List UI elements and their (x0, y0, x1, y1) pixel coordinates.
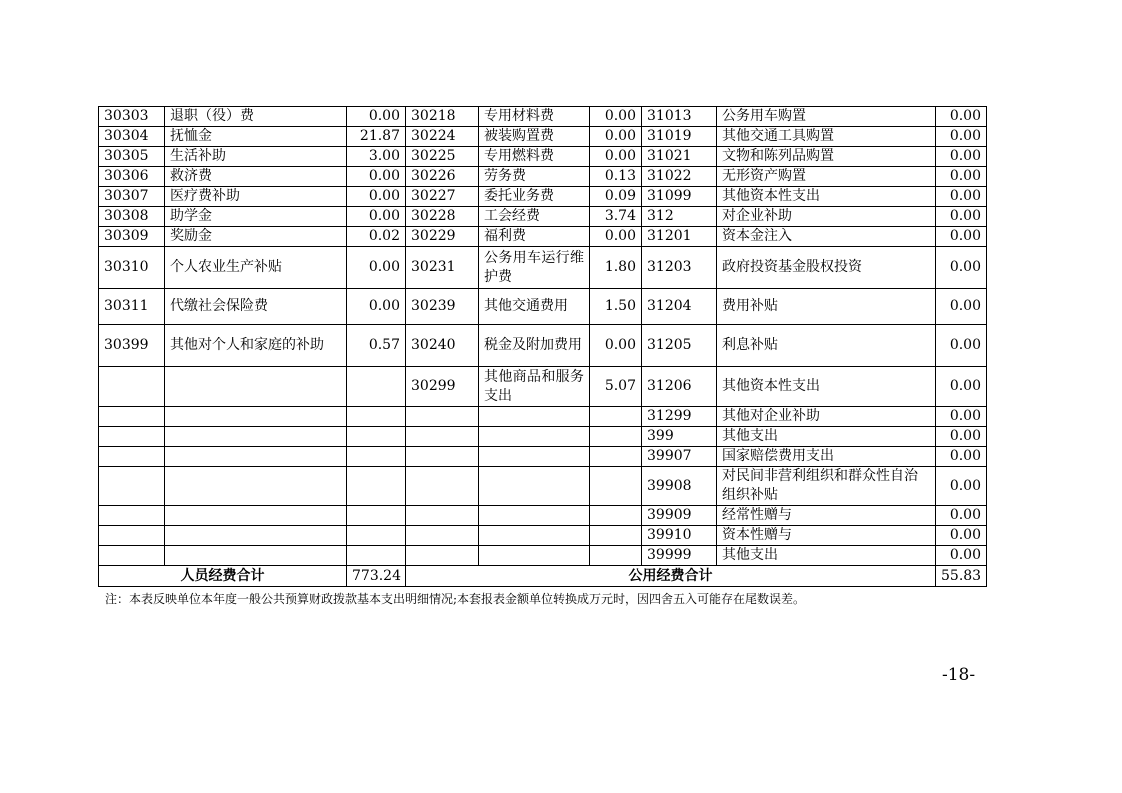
amount-capital: 0.00 (936, 325, 987, 367)
code-capital: 31205 (642, 325, 717, 367)
item-capital: 费用补贴 (717, 289, 936, 325)
code-public: 30299 (406, 367, 479, 407)
amount-capital: 0.00 (936, 207, 987, 227)
code-personnel (99, 407, 165, 427)
amount-capital: 0.00 (936, 107, 987, 127)
amount-capital: 0.00 (936, 247, 987, 289)
amount-public (590, 526, 642, 546)
amount-personnel (347, 407, 406, 427)
amount-capital: 0.00 (936, 187, 987, 207)
item-public: 劳务费 (479, 167, 590, 187)
table-row (99, 289, 987, 325)
amount-public: 3.74 (590, 207, 642, 227)
code-personnel: 30309 (99, 227, 165, 247)
item-capital: 对民间非营利组织和群众性自治组织补贴 (717, 467, 936, 506)
public-total-label: 公用经费合计 (406, 566, 936, 587)
table-row (99, 367, 987, 407)
amount-public: 0.13 (590, 167, 642, 187)
item-personnel: 个人农业生产补贴 (165, 247, 347, 289)
table-row (99, 506, 987, 526)
amount-public (590, 447, 642, 467)
item-public: 福利费 (479, 227, 590, 247)
code-public: 30218 (406, 107, 479, 127)
amount-public: 1.80 (590, 247, 642, 289)
code-public: 30228 (406, 207, 479, 227)
amount-capital: 0.00 (936, 526, 987, 546)
amount-personnel: 0.00 (347, 167, 406, 187)
code-public (406, 407, 479, 427)
amount-capital: 0.00 (936, 427, 987, 447)
amount-public: 1.50 (590, 289, 642, 325)
amount-personnel: 3.00 (347, 147, 406, 167)
code-capital: 31204 (642, 289, 717, 325)
code-personnel: 30399 (99, 325, 165, 367)
item-personnel: 退职（役）费 (165, 107, 347, 127)
item-personnel: 奖励金 (165, 227, 347, 247)
item-public: 其他商品和服务支出 (479, 367, 590, 407)
code-capital: 31022 (642, 167, 717, 187)
table-row (99, 325, 987, 367)
item-personnel: 医疗费补助 (165, 187, 347, 207)
page-number: -18- (942, 665, 976, 685)
item-capital: 国家赔偿费用支出 (717, 447, 936, 467)
item-public (479, 526, 590, 546)
item-capital: 资本性赠与 (717, 526, 936, 546)
item-capital: 文物和陈列品购置 (717, 147, 936, 167)
item-public: 专用材料费 (479, 107, 590, 127)
item-capital: 其他支出 (717, 546, 936, 566)
code-personnel: 30310 (99, 247, 165, 289)
table-row (99, 546, 987, 566)
item-personnel: 助学金 (165, 207, 347, 227)
amount-public (590, 546, 642, 566)
totals-row (99, 566, 987, 587)
code-capital: 399 (642, 427, 717, 447)
code-capital: 39907 (642, 447, 717, 467)
code-public: 30224 (406, 127, 479, 147)
amount-personnel (347, 506, 406, 526)
code-personnel (99, 367, 165, 407)
table-row (99, 107, 987, 127)
code-personnel: 30307 (99, 187, 165, 207)
amount-capital: 0.00 (936, 546, 987, 566)
item-personnel: 抚恤金 (165, 127, 347, 147)
table-footnote: 注：本表反映单位本年度一般公共预算财政拨款基本支出明细情况;本套报表金额单位转换成万元时，因四舍五入可能存在尾数误差。 (105, 592, 806, 606)
code-personnel (99, 506, 165, 526)
amount-personnel: 0.00 (347, 107, 406, 127)
amount-capital: 0.00 (936, 447, 987, 467)
item-capital: 其他支出 (717, 427, 936, 447)
amount-capital: 0.00 (936, 147, 987, 167)
item-capital: 其他资本性支出 (717, 187, 936, 207)
code-capital: 31299 (642, 407, 717, 427)
code-capital: 312 (642, 207, 717, 227)
code-public (406, 427, 479, 447)
item-personnel (165, 526, 347, 546)
code-public (406, 526, 479, 546)
amount-public: 0.00 (590, 127, 642, 147)
amount-personnel: 0.00 (347, 207, 406, 227)
item-capital: 利息补贴 (717, 325, 936, 367)
code-personnel (99, 467, 165, 506)
code-public (406, 546, 479, 566)
code-personnel: 30306 (99, 167, 165, 187)
item-capital: 公务用车购置 (717, 107, 936, 127)
item-personnel (165, 506, 347, 526)
item-public (479, 447, 590, 467)
amount-public (590, 427, 642, 447)
item-capital: 对企业补助 (717, 207, 936, 227)
code-personnel (99, 427, 165, 447)
code-capital: 31013 (642, 107, 717, 127)
code-personnel (99, 447, 165, 467)
personnel-total-label: 人员经费合计 (99, 566, 347, 587)
code-personnel: 30308 (99, 207, 165, 227)
amount-capital: 0.00 (936, 227, 987, 247)
table-row (99, 467, 987, 506)
code-personnel: 30303 (99, 107, 165, 127)
item-personnel (165, 447, 347, 467)
amount-personnel: 0.00 (347, 289, 406, 325)
amount-capital: 0.00 (936, 127, 987, 147)
item-public: 工会经费 (479, 207, 590, 227)
item-personnel: 其他对个人和家庭的补助 (165, 325, 347, 367)
amount-public (590, 407, 642, 427)
code-public: 30240 (406, 325, 479, 367)
amount-capital: 0.00 (936, 167, 987, 187)
table-row (99, 147, 987, 167)
amount-personnel (347, 526, 406, 546)
amount-capital: 0.00 (936, 367, 987, 407)
code-public: 30226 (406, 167, 479, 187)
code-personnel (99, 526, 165, 546)
item-capital: 其他对企业补助 (717, 407, 936, 427)
item-public (479, 427, 590, 447)
item-capital: 政府投资基金股权投资 (717, 247, 936, 289)
table-row (99, 407, 987, 427)
item-public: 税金及附加费用 (479, 325, 590, 367)
table-row (99, 227, 987, 247)
amount-personnel: 0.02 (347, 227, 406, 247)
item-public (479, 467, 590, 506)
item-personnel: 代缴社会保险费 (165, 289, 347, 325)
table-row (99, 127, 987, 147)
amount-personnel (347, 467, 406, 506)
amount-public: 0.00 (590, 325, 642, 367)
item-personnel (165, 367, 347, 407)
amount-personnel (347, 447, 406, 467)
amount-personnel: 21.87 (347, 127, 406, 147)
item-capital: 无形资产购置 (717, 167, 936, 187)
item-personnel (165, 427, 347, 447)
table-row (99, 247, 987, 289)
item-personnel (165, 546, 347, 566)
amount-personnel (347, 367, 406, 407)
item-personnel: 生活补助 (165, 147, 347, 167)
code-capital: 31019 (642, 127, 717, 147)
item-personnel (165, 407, 347, 427)
code-capital: 31021 (642, 147, 717, 167)
item-public: 公务用车运行维护费 (479, 247, 590, 289)
code-capital: 31206 (642, 367, 717, 407)
amount-public: 0.00 (590, 147, 642, 167)
item-personnel: 救济费 (165, 167, 347, 187)
code-capital: 39999 (642, 546, 717, 566)
amount-personnel: 0.57 (347, 325, 406, 367)
amount-personnel: 0.00 (347, 187, 406, 207)
code-public (406, 467, 479, 506)
item-public: 专用燃料费 (479, 147, 590, 167)
code-public: 30225 (406, 147, 479, 167)
code-public: 30239 (406, 289, 479, 325)
code-public (406, 447, 479, 467)
code-capital: 39909 (642, 506, 717, 526)
amount-capital: 0.00 (936, 467, 987, 506)
item-public: 其他交通费用 (479, 289, 590, 325)
code-public: 30229 (406, 227, 479, 247)
table-row (99, 526, 987, 546)
amount-capital: 0.00 (936, 506, 987, 526)
code-capital: 31201 (642, 227, 717, 247)
item-public (479, 546, 590, 566)
item-public (479, 407, 590, 427)
table-row (99, 187, 987, 207)
code-capital: 31099 (642, 187, 717, 207)
item-public: 委托业务费 (479, 187, 590, 207)
item-capital: 其他资本性支出 (717, 367, 936, 407)
item-personnel (165, 467, 347, 506)
table-row (99, 427, 987, 447)
code-personnel: 30305 (99, 147, 165, 167)
amount-public: 0.09 (590, 187, 642, 207)
table-body (99, 107, 987, 566)
item-public: 被装购置费 (479, 127, 590, 147)
item-capital: 经常性赠与 (717, 506, 936, 526)
amount-capital: 0.00 (936, 289, 987, 325)
table-row (99, 447, 987, 467)
amount-personnel (347, 427, 406, 447)
code-public: 30227 (406, 187, 479, 207)
code-public (406, 506, 479, 526)
code-capital: 31203 (642, 247, 717, 289)
amount-public: 0.00 (590, 227, 642, 247)
public-total-value: 55.83 (936, 566, 987, 587)
amount-public (590, 506, 642, 526)
code-personnel: 30304 (99, 127, 165, 147)
code-personnel: 30311 (99, 289, 165, 325)
amount-capital: 0.00 (936, 407, 987, 427)
item-capital: 资本金注入 (717, 227, 936, 247)
item-public (479, 506, 590, 526)
code-personnel (99, 546, 165, 566)
code-capital: 39908 (642, 467, 717, 506)
table-row (99, 207, 987, 227)
personnel-total-value: 773.24 (347, 566, 406, 587)
amount-public (590, 467, 642, 506)
amount-public: 5.07 (590, 367, 642, 407)
table-row (99, 167, 987, 187)
code-public: 30231 (406, 247, 479, 289)
expenditure-detail-table (98, 106, 987, 587)
amount-public: 0.00 (590, 107, 642, 127)
code-capital: 39910 (642, 526, 717, 546)
amount-personnel: 0.00 (347, 247, 406, 289)
item-capital: 其他交通工具购置 (717, 127, 936, 147)
amount-personnel (347, 546, 406, 566)
